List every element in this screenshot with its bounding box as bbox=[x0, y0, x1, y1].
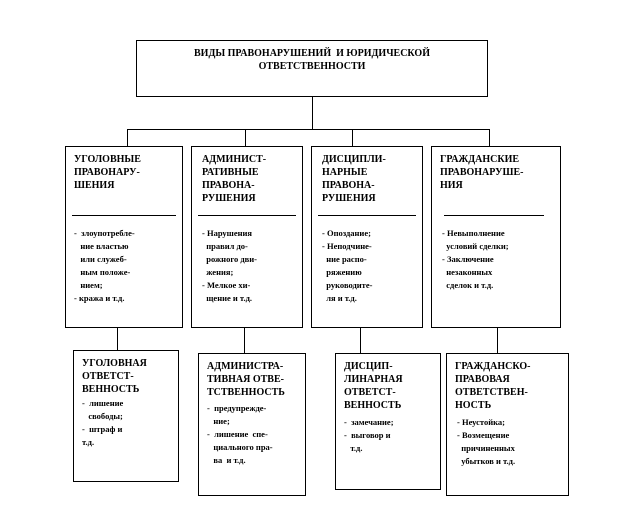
offense-item-line: условий сделки; bbox=[442, 241, 509, 251]
responsibility-heading-line: ОТВЕТСТ- bbox=[82, 371, 134, 382]
responsibility-item-line: - лишение bbox=[82, 398, 124, 408]
responsibility-box-disciplinary bbox=[335, 353, 441, 490]
responsibility-item-line: - замечание; bbox=[344, 417, 394, 427]
offense-heading-line: ПРАВОНАРУ- bbox=[74, 167, 140, 178]
offense-item-line: руководите- bbox=[322, 280, 373, 290]
offense-item-line: рожного дви- bbox=[202, 254, 257, 264]
heading-divider bbox=[318, 215, 416, 216]
offense-item-line: ля и т.д. bbox=[322, 293, 357, 303]
responsibility-heading-line: ТИВНАЯ ОТВЕ- bbox=[207, 374, 284, 385]
connector-drop-3 bbox=[352, 129, 353, 146]
offense-heading-line: ПРАВОНА- bbox=[322, 180, 375, 191]
offense-item-line: сделок и т.д. bbox=[442, 280, 494, 290]
connector-down-2 bbox=[244, 328, 245, 353]
responsibility-item-line: - предупрежде- bbox=[207, 403, 267, 413]
offense-item-line: щение и т.д. bbox=[202, 293, 252, 303]
offense-item-line: - Невыполнение bbox=[442, 228, 505, 238]
offense-item-line: или служеб- bbox=[74, 254, 127, 264]
offense-heading-line: АДМИНИСТ- bbox=[202, 154, 267, 165]
offense-heading-line: РАТИВНЫЕ bbox=[202, 167, 259, 178]
responsibility-heading-line: ТСТВЕННОСТЬ bbox=[207, 387, 285, 398]
responsibility-heading-line: ЛИНАРНАЯ bbox=[344, 374, 403, 385]
offense-item-line: жения; bbox=[202, 267, 234, 277]
heading-divider bbox=[198, 215, 296, 216]
offense-heading-line: РУШЕНИЯ bbox=[202, 193, 256, 204]
responsibility-item-line: т.д. bbox=[82, 437, 95, 447]
offense-heading-line: ШЕНИЯ bbox=[74, 180, 115, 191]
offense-box-criminal bbox=[65, 146, 183, 328]
responsibility-heading-line: ГРАЖДАНСКО- bbox=[455, 361, 531, 372]
offense-item-line: - Мелкое хи- bbox=[202, 280, 251, 290]
responsibility-item-line: свободы; bbox=[82, 411, 123, 421]
responsibility-item-line: ние; bbox=[207, 416, 230, 426]
title-line-1: ВИДЫ ПРАВОНАРУШЕНИЙ И ЮРИДИЧЕСКОЙ bbox=[194, 48, 430, 59]
offense-item-line: - Опоздание; bbox=[322, 228, 371, 238]
responsibility-item-line: - Возмещение bbox=[457, 430, 510, 440]
heading-divider bbox=[72, 215, 176, 216]
connector-drop-1 bbox=[127, 129, 128, 146]
connector-title-stem bbox=[312, 97, 313, 129]
responsibility-item-line: убытков и т.д. bbox=[457, 456, 516, 466]
connector-horizontal bbox=[127, 129, 490, 130]
connector-drop-2 bbox=[245, 129, 246, 146]
offense-item-line: правил до- bbox=[202, 241, 248, 251]
responsibility-item-line: - штраф и bbox=[82, 424, 123, 434]
offense-box-administrative bbox=[191, 146, 303, 328]
responsibility-box-administrative bbox=[198, 353, 306, 496]
connector-drop-4 bbox=[489, 129, 490, 146]
connector-down-4 bbox=[497, 328, 498, 353]
responsibility-heading-line: ВЕННОСТЬ bbox=[344, 400, 402, 411]
offense-item-line: нием; bbox=[74, 280, 103, 290]
offense-item-line: ряжению bbox=[322, 267, 362, 277]
offense-item-line: - Заключение bbox=[442, 254, 494, 264]
offense-heading-line: РУШЕНИЯ bbox=[322, 193, 376, 204]
responsibility-item-line: - выговор и bbox=[344, 430, 391, 440]
offense-item-line: незаконных bbox=[442, 267, 493, 277]
offense-box-disciplinary bbox=[311, 146, 423, 328]
offense-heading-line: ПРАВОНА- bbox=[202, 180, 255, 191]
offense-item-line: - злоупотребле- bbox=[74, 228, 135, 238]
responsibility-item-line: циального пра- bbox=[207, 442, 273, 452]
connector-down-3 bbox=[360, 328, 361, 353]
offense-heading-line: ГРАЖДАНСКИЕ bbox=[440, 154, 520, 165]
offense-item-line: - Нарушения bbox=[202, 228, 253, 238]
offense-heading-line: ДИСЦИПЛИ- bbox=[322, 154, 386, 165]
responsibility-item-line: - лишение спе- bbox=[207, 429, 268, 439]
responsibility-item-line: причиненных bbox=[457, 443, 515, 453]
offense-item-line: - кража и т.д. bbox=[74, 293, 125, 303]
responsibility-box-civil bbox=[446, 353, 569, 496]
responsibility-item-line: - Неустойка; bbox=[457, 417, 505, 427]
responsibility-heading-line: ВЕННОСТЬ bbox=[82, 384, 140, 395]
title-box bbox=[136, 40, 488, 97]
responsibility-item-line: т.д. bbox=[344, 443, 363, 453]
offense-heading-line: НИЯ bbox=[440, 180, 463, 191]
offense-item-line: ние распо- bbox=[322, 254, 367, 264]
responsibility-heading-line: ПРАВОВАЯ bbox=[455, 374, 510, 385]
responsibility-box-criminal bbox=[73, 350, 179, 482]
responsibility-heading-line: ОТВЕТСТ- bbox=[344, 387, 396, 398]
responsibility-item-line: ва и т.д. bbox=[207, 455, 246, 465]
responsibility-heading-line: АДМИНИСТРА- bbox=[207, 361, 284, 372]
offense-heading-line: УГОЛОВНЫЕ bbox=[74, 154, 141, 165]
responsibility-heading-line: УГОЛОВНАЯ bbox=[82, 358, 147, 369]
responsibility-heading-line: ОТВЕТСТВЕН- bbox=[455, 387, 528, 398]
title-line-2: ОТВЕТСТВЕННОСТИ bbox=[258, 61, 366, 72]
offense-heading-line: НАРНЫЕ bbox=[322, 167, 368, 178]
offense-box-civil bbox=[431, 146, 561, 328]
heading-divider bbox=[444, 215, 544, 216]
responsibility-heading-line: ДИСЦИП- bbox=[344, 361, 393, 372]
offense-item-line: ние властью bbox=[74, 241, 129, 251]
offense-heading-line: ПРАВОНАРУШЕ- bbox=[440, 167, 524, 178]
responsibility-heading-line: НОСТЬ bbox=[455, 400, 492, 411]
offense-item-line: - Неподчине- bbox=[322, 241, 372, 251]
offense-item-line: ным положе- bbox=[74, 267, 131, 277]
connector-down-1 bbox=[117, 328, 118, 350]
